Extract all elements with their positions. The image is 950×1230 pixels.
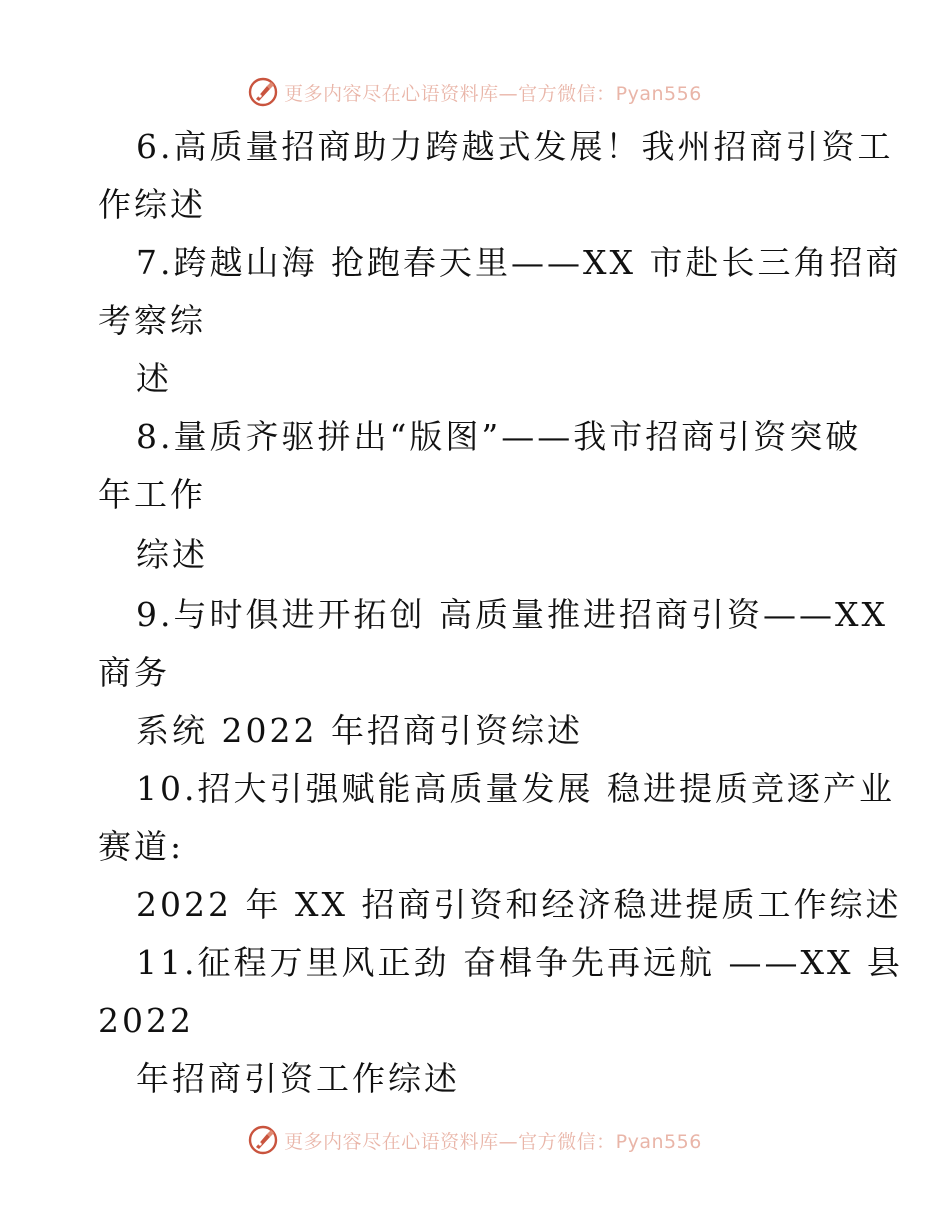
text-line: 年招商引资工作综述	[136, 1059, 460, 1098]
pen-nib-logo-icon	[248, 1125, 278, 1155]
text-line: 8.量质齐驱拼出“版图”——我市招商引资突破	[136, 417, 862, 456]
text-line: 系统 2022 年招商引资综述	[136, 711, 583, 750]
text-line: 考察综	[98, 301, 206, 340]
text-line: 述	[136, 359, 172, 398]
text-line: 年工作	[98, 475, 206, 514]
header-watermark	[0, 72, 950, 112]
text-line: 2022 年 XX 招商引资和经济稳进提质工作综述	[136, 885, 902, 924]
footer-watermark	[0, 1120, 950, 1160]
watermark-text: 更多内容尽在心语资料库—官方微信：Pyan556	[284, 1130, 702, 1153]
text-line: 作综述	[98, 185, 206, 224]
text-line: 2022	[98, 1001, 194, 1040]
text-line: 6.高质量招商助力跨越式发展！我州招商引资工	[136, 127, 894, 166]
text-line: 10.招大引强赋能高质量发展 稳进提质竞逐产业	[136, 769, 895, 808]
text-line: 7.跨越山海 抢跑春天里——XX 市赴长三角招商	[136, 243, 902, 282]
pen-nib-logo-icon	[248, 77, 278, 107]
watermark-text: 更多内容尽在心语资料库—官方微信：Pyan556	[284, 82, 702, 105]
text-line: 11.征程万里风正劲 奋楫争先再远航 ——XX 县	[136, 943, 903, 982]
text-line: 9.与时俱进开拓创 高质量推进招商引资——XX	[136, 595, 888, 634]
text-line: 赛道:	[98, 827, 185, 866]
text-line: 商务	[98, 653, 170, 692]
text-line: 综述	[136, 535, 208, 574]
